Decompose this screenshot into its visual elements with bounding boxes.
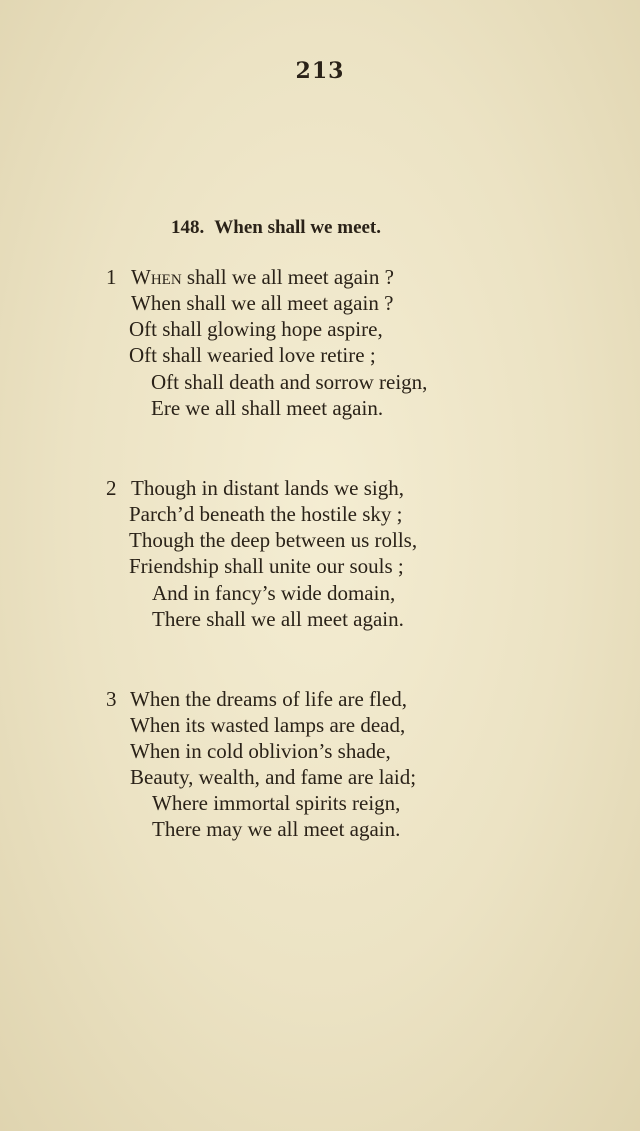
hymn-heading (171, 217, 381, 239)
hymn-title: When shall we meet. (214, 217, 382, 238)
verse-line: There may we all meet again. (152, 817, 401, 841)
page-number: 213 (295, 58, 345, 84)
verse-line (131, 264, 394, 290)
verse-first-word: When (131, 265, 182, 289)
stanza-number: 2 (106, 476, 117, 500)
verse-line: When in cold oblivion’s shade, (130, 739, 391, 763)
verse-line: Where immortal spirits reign, (152, 791, 401, 815)
verse-line: Ere we all shall meet again. (151, 396, 384, 420)
verse-line: Though the deep between us rolls, (129, 528, 418, 552)
verse-line: Oft shall death and sorrow reign, (151, 370, 428, 394)
stanza-number: 3 (106, 687, 117, 711)
stanza-number: 1 (106, 265, 117, 289)
verse-line: Oft shall wearied love retire ; (129, 343, 376, 367)
verse-line: Friendship shall unite our souls ; (129, 554, 404, 578)
verse-line: Beauty, wealth, and fame are laid; (130, 765, 417, 789)
verse-line: And in fancy’s wide domain, (152, 581, 396, 605)
hymn-number: 148. (171, 217, 205, 238)
verse-line: When shall we all meet again ? (131, 291, 394, 315)
verse-line-text: shall we all meet again ? (181, 265, 394, 289)
verse-line: When its wasted lamps are dead, (130, 713, 406, 737)
verse-line: When the dreams of life are fled, (130, 687, 407, 711)
verse-line: There shall we all meet again. (152, 607, 404, 631)
verse-line: Parch’d beneath the hostile sky ; (129, 502, 403, 526)
verse-line: Oft shall glowing hope aspire, (129, 317, 383, 341)
verse-line: Though in distant lands we sigh, (131, 476, 404, 500)
